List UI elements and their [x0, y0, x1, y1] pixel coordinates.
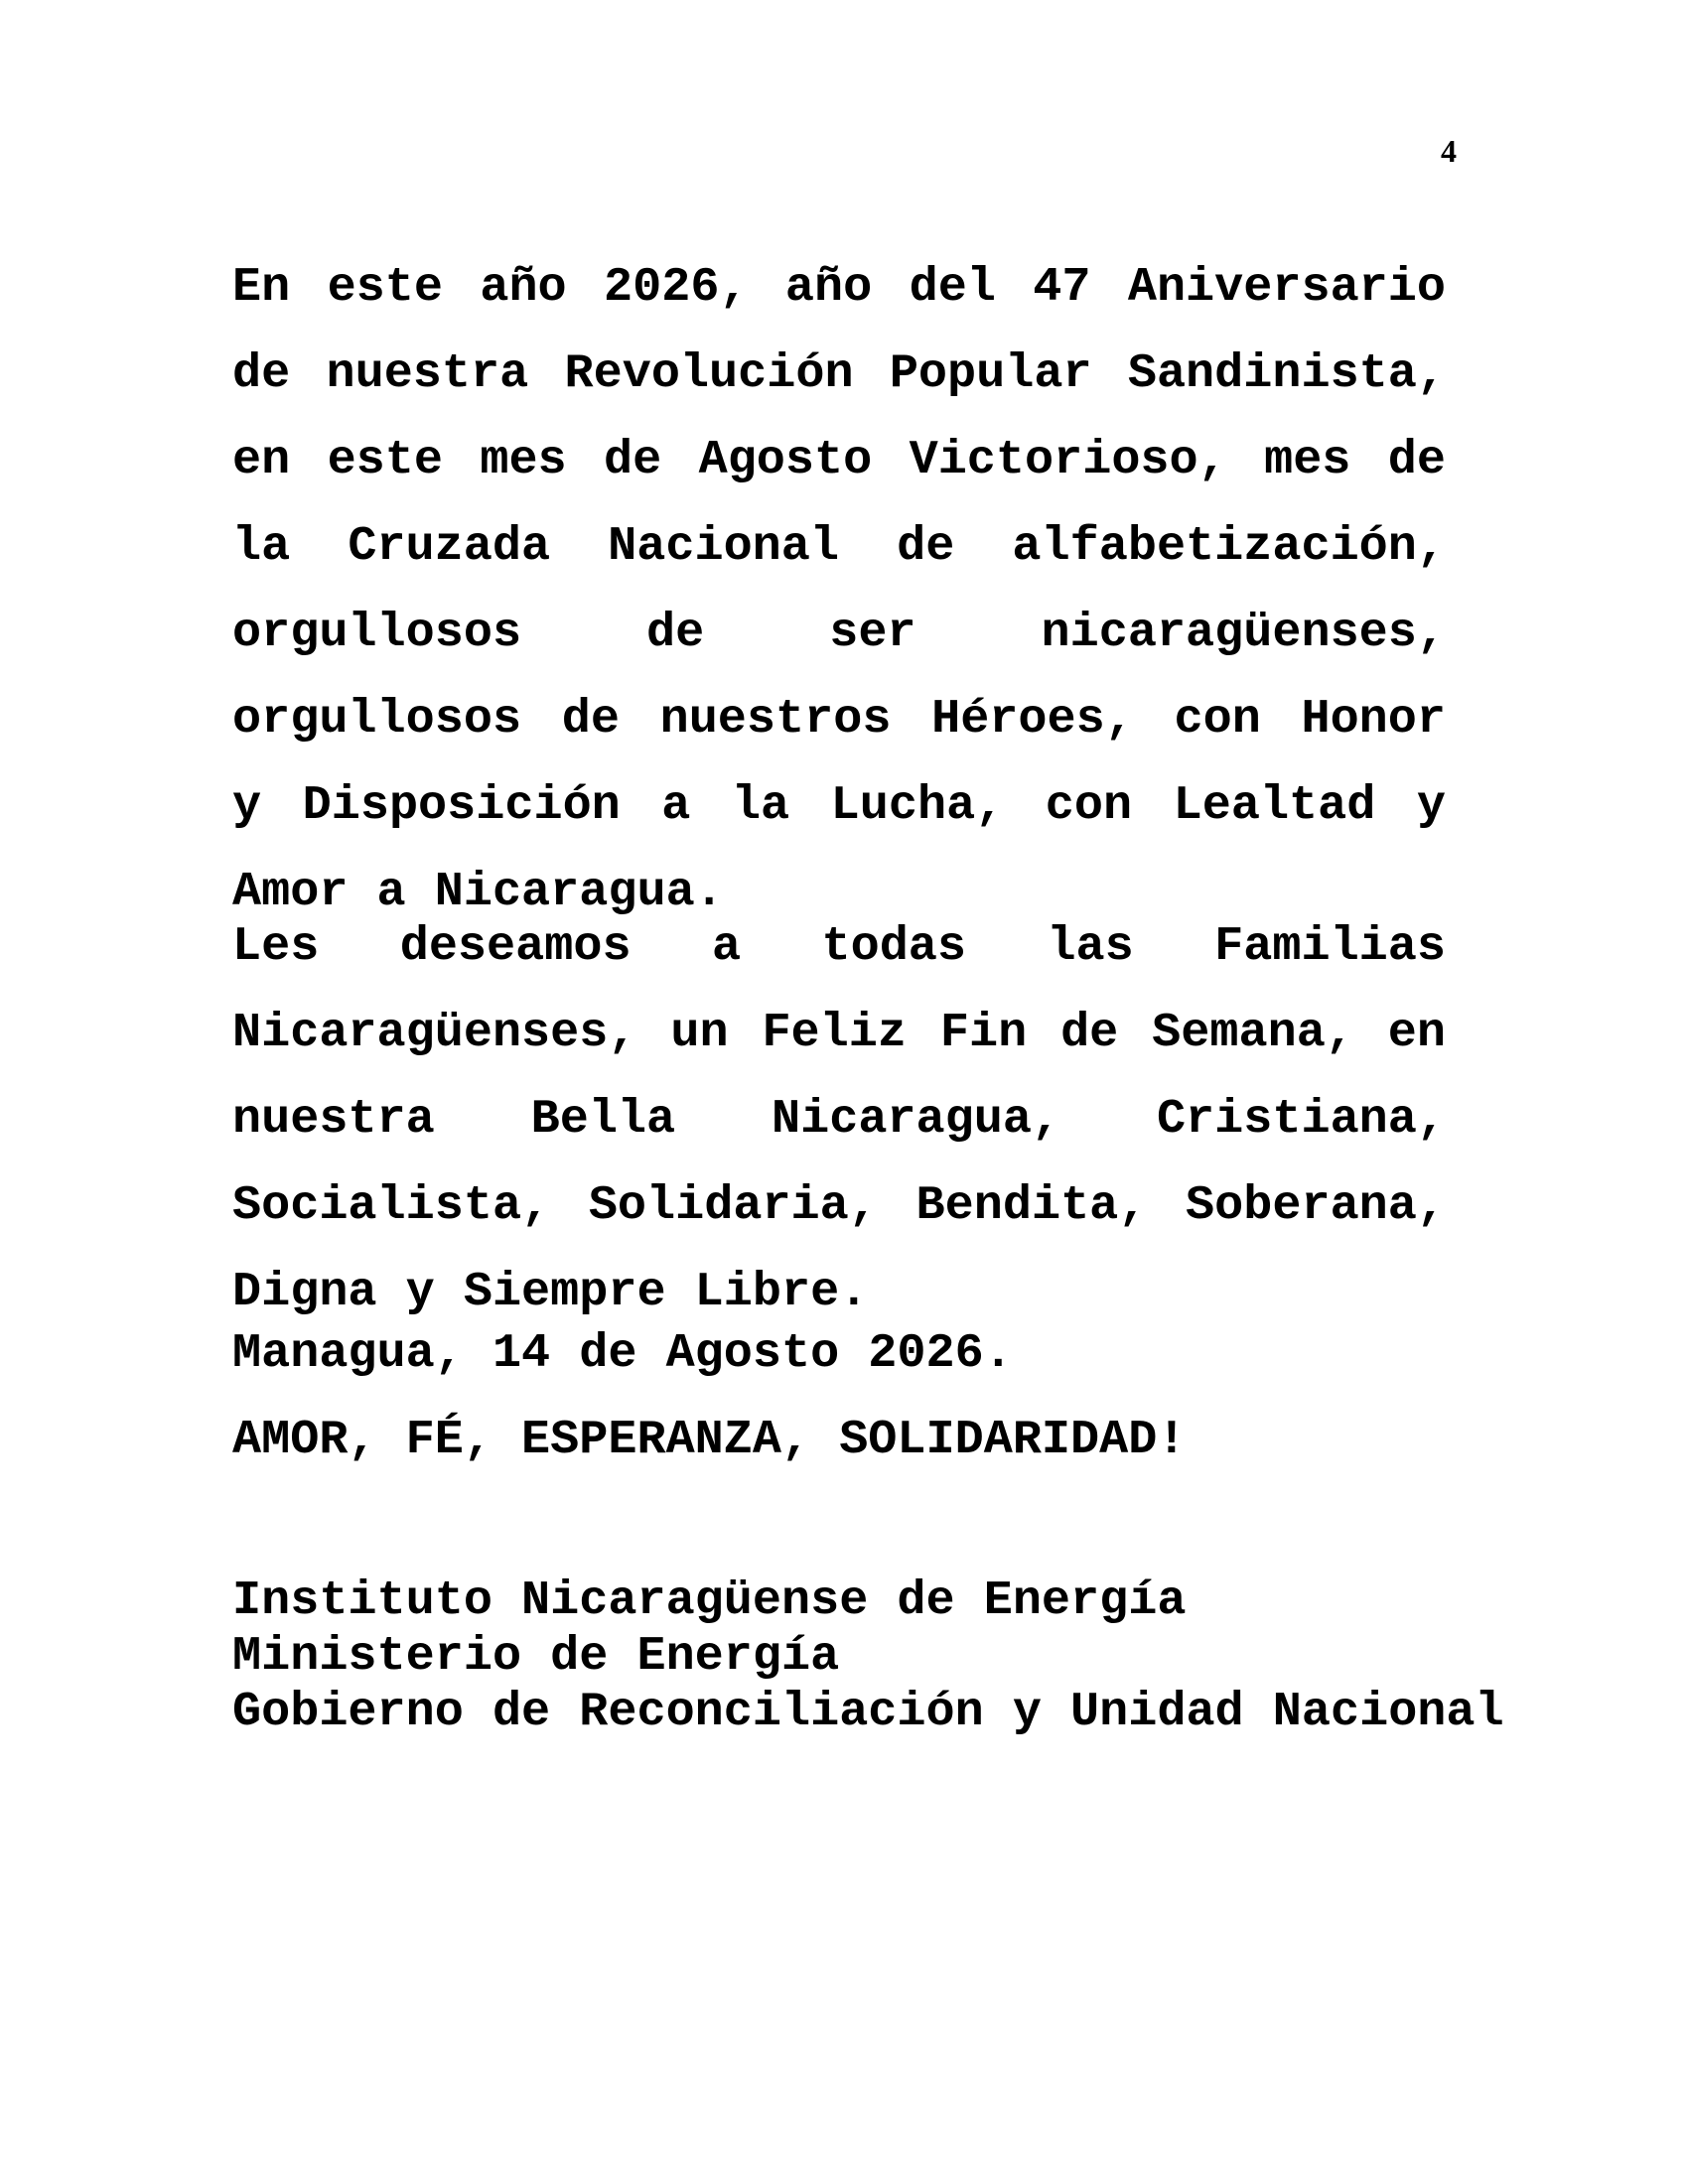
page-number: 4 — [1441, 133, 1457, 169]
motto: AMOR, FÉ, ESPERANZA, SOLIDARIDAD! — [232, 1413, 1187, 1467]
signature-block — [232, 1573, 1504, 1740]
signature-line-ministry: Ministerio de Energía — [232, 1629, 840, 1684]
body-paragraph-2: Les deseamos a todas las Familias Nicaragüenses, un Feliz Fin de Semana, en nuestra Bella Nicaragua, Cristiana, Socialista, Solidaria, Bendita, Soberana, Digna y Siempre Libre. — [232, 919, 1446, 1319]
body-paragraph-1: En este año 2026, año del 47 Aniversario de nuestra Revolución Popular Sandinista, en este mes de Agosto Victorioso, mes de la Cruzada Nacional de alfabetización, orgullosos de ser nicaragüenses, orgullosos de nuestros Héroes, con Honor y Disposición a la Lucha, con Lealtad y Amor a Nicaragua. — [232, 260, 1446, 919]
signature-line-government: Gobierno de Reconciliación y Unidad Nacional — [232, 1685, 1504, 1739]
closing-block — [232, 1310, 1446, 1483]
signature-line-institute: Instituto Nicaragüense de Energía — [232, 1573, 1187, 1628]
place-date: Managua, 14 de Agosto 2026. — [232, 1326, 1013, 1381]
